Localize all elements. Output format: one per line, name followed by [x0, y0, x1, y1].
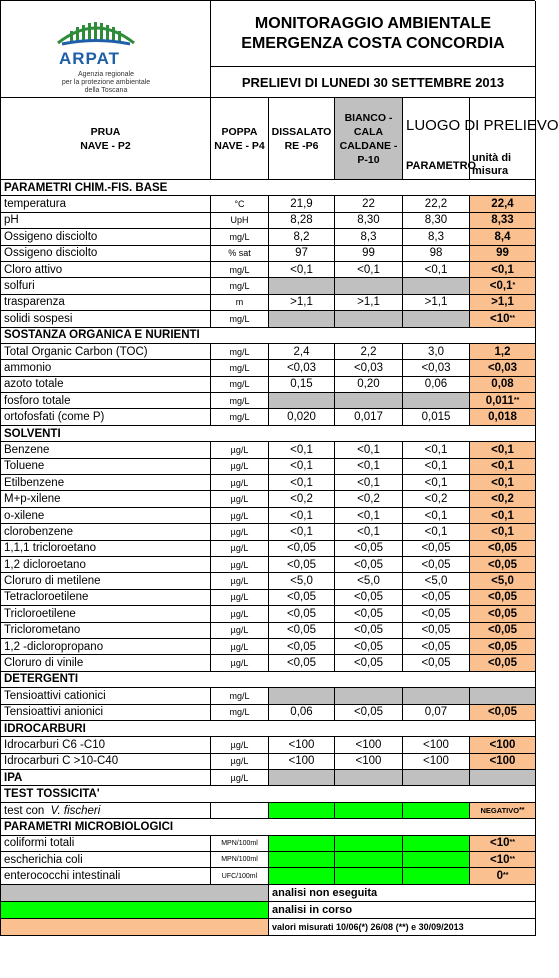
value-cell-p10: <0,1 — [470, 262, 536, 278]
parameter-name: ortofosfati (come P) — [1, 409, 211, 425]
value-cell: 8,30 — [403, 213, 470, 229]
unit-cell: µg/L — [211, 623, 269, 639]
value-cell-p10: 0,018 — [470, 409, 536, 425]
value-cell: <0,2 — [269, 491, 335, 507]
value-cell: <0,05 — [403, 639, 470, 655]
value-cell: <0,1 — [403, 524, 470, 540]
parameter-name: Tricloroetilene — [1, 606, 211, 622]
value-cell: <0,05 — [403, 590, 470, 606]
value-cell: <0,1 — [335, 475, 403, 491]
value-cell — [269, 852, 335, 868]
value-cell-p10: <0,05 — [470, 557, 536, 573]
unit-cell: mg/L — [211, 393, 269, 409]
value-cell: <0,05 — [335, 590, 403, 606]
value-cell: 0,015 — [403, 409, 470, 425]
legend-green-swatch — [1, 902, 269, 919]
section-title: DETERGENTI — [1, 672, 536, 688]
value-cell-p10: <0,03 — [470, 360, 536, 376]
legend-grey-label: analisi non eseguita — [269, 885, 536, 902]
value-cell: <0,1 — [269, 475, 335, 491]
value-cell — [470, 770, 536, 786]
value-cell-p10: <0,05 — [470, 541, 536, 557]
value-cell: <0,1 — [269, 508, 335, 524]
unit-cell: mg/L — [211, 262, 269, 278]
parameter-name: Tetracloroetilene — [1, 590, 211, 606]
value-cell-p10: <0,05 — [470, 655, 536, 671]
unit-cell: UpH — [211, 213, 269, 229]
value-cell-p10: <0,1 — [470, 524, 536, 540]
section-title-ipa: IPA — [1, 770, 211, 786]
unit-cell: °C — [211, 196, 269, 212]
unit-cell: µg/L — [211, 770, 269, 786]
value-cell — [335, 836, 403, 852]
value-cell: <0,1 — [335, 459, 403, 475]
luogo-cell — [403, 98, 559, 152]
value-cell: <0,05 — [269, 541, 335, 557]
unit-cell: µg/L — [211, 573, 269, 589]
logo-block — [1, 1, 211, 98]
unit-header-top — [470, 98, 536, 152]
parameter-name — [1, 803, 211, 819]
legend-grey-swatch — [1, 885, 269, 902]
parameter-name: solidi sospesi — [1, 311, 211, 327]
parameter-name: escherichia coli — [1, 852, 211, 868]
value-cell: 21,9 — [269, 196, 335, 212]
section-title: TEST TOSSICITA' — [1, 786, 536, 802]
value-cell: <0,05 — [335, 541, 403, 557]
value-cell: 0,15 — [269, 377, 335, 393]
parameter-name: Ossigeno disciolto — [1, 229, 211, 245]
value-cell: 2,4 — [269, 344, 335, 360]
value-cell: <100 — [403, 737, 470, 753]
value-cell — [403, 803, 470, 819]
legend-orange-label: valori misurati 10/06(*) 26/08 (**) e 30/09/2013 — [269, 919, 536, 936]
title-block — [211, 1, 536, 67]
value-cell: <0,1 — [269, 459, 335, 475]
parameter-name: trasparenza — [1, 295, 211, 311]
value-cell-p10: 8,4 — [470, 229, 536, 245]
value-cell: <0,1 — [403, 508, 470, 524]
value-cell: <100 — [335, 754, 403, 770]
value-cell: <0,05 — [403, 623, 470, 639]
value-cell: >1,1 — [269, 295, 335, 311]
value-cell: <5,0 — [269, 573, 335, 589]
legend — [0, 885, 535, 936]
unit-cell: µg/L — [211, 524, 269, 540]
value-cell: 0,06 — [403, 377, 470, 393]
value-cell-p10: <0,05 — [470, 590, 536, 606]
value-cell-p10: <10 ** — [470, 836, 536, 852]
value-cell — [403, 688, 470, 704]
parameter-name: Triclorometano — [1, 623, 211, 639]
value-cell-p10: <0,05 — [470, 639, 536, 655]
value-cell: <0,03 — [403, 360, 470, 376]
value-cell-p10: <10 ** — [470, 311, 536, 327]
unit-cell: µg/L — [211, 606, 269, 622]
value-cell: 98 — [403, 246, 470, 262]
value-cell: 8,30 — [335, 213, 403, 229]
value-cell-p10: <0,1 — [470, 475, 536, 491]
unit-cell: mg/L — [211, 688, 269, 704]
value-cell — [269, 688, 335, 704]
parameter-name: Toluene — [1, 459, 211, 475]
value-cell — [403, 278, 470, 294]
parameter-name: 1,2 dicloroetano — [1, 557, 211, 573]
test-species: V. fischeri — [50, 804, 101, 817]
unit-cell: mg/L — [211, 360, 269, 376]
report-header — [0, 0, 535, 98]
luogo-label: LUOGO DI PRELIEVO — [406, 116, 559, 134]
unit-cell: µg/L — [211, 557, 269, 573]
value-cell-p10: <10 ** — [470, 852, 536, 868]
parameter-name: Cloro attivo — [1, 262, 211, 278]
value-cell: <100 — [403, 754, 470, 770]
value-cell — [335, 393, 403, 409]
parameter-name: Tensioattivi anionici — [1, 705, 211, 721]
value-cell: 8,28 — [269, 213, 335, 229]
unit-cell: µg/L — [211, 754, 269, 770]
value-cell: 22,2 — [403, 196, 470, 212]
value-cell: <0,05 — [403, 557, 470, 573]
parameter-name: coliformi totali — [1, 836, 211, 852]
value-cell: >1,1 — [403, 295, 470, 311]
value-cell — [403, 393, 470, 409]
parameter-name: Cloruro di vinile — [1, 655, 211, 671]
value-cell: 8,3 — [403, 229, 470, 245]
value-cell-p10: <0,05 — [470, 623, 536, 639]
value-cell-p10: <0,05 — [470, 606, 536, 622]
value-cell: <0,05 — [403, 606, 470, 622]
value-cell — [335, 868, 403, 884]
value-cell — [269, 311, 335, 327]
value-cell: <0,2 — [403, 491, 470, 507]
value-cell: <5,0 — [403, 573, 470, 589]
value-cell: <0,1 — [403, 459, 470, 475]
col-header-p6: DISSALATO RE -P6 — [269, 98, 335, 180]
data-table — [0, 180, 535, 885]
unit-cell: µg/L — [211, 475, 269, 491]
unit-cell: µg/L — [211, 590, 269, 606]
value-cell — [403, 852, 470, 868]
value-cell: <0,03 — [335, 360, 403, 376]
legend-orange-swatch — [1, 919, 269, 936]
value-cell — [403, 868, 470, 884]
value-cell: <0,03 — [269, 360, 335, 376]
value-cell: <0,05 — [269, 655, 335, 671]
value-cell: 0,20 — [335, 377, 403, 393]
unit-cell: µg/L — [211, 508, 269, 524]
value-cell: <0,05 — [335, 705, 403, 721]
value-cell: <100 — [269, 737, 335, 753]
value-cell: <5,0 — [335, 573, 403, 589]
value-cell-p10: <0,1 * — [470, 278, 536, 294]
value-cell-p10 — [470, 688, 536, 704]
value-cell: 0,020 — [269, 409, 335, 425]
value-cell-p10: 8,33 — [470, 213, 536, 229]
value-cell: 8,3 — [335, 229, 403, 245]
parameter-name: Total Organic Carbon (TOC) — [1, 344, 211, 360]
value-cell: 0,07 — [403, 705, 470, 721]
parameter-name: Benzene — [1, 442, 211, 458]
value-cell — [335, 688, 403, 704]
logo-text: ARPAT — [59, 49, 121, 68]
value-cell-p10: <0,1 — [470, 459, 536, 475]
value-cell: <0,05 — [269, 557, 335, 573]
value-cell-p10: 1,2 — [470, 344, 536, 360]
unit-cell: µg/L — [211, 737, 269, 753]
unit-cell — [211, 803, 269, 819]
col-header-p10: BIANCO - CALA CALDANE - P-10 — [335, 98, 403, 180]
value-cell-p10: <0,05 — [470, 705, 536, 721]
value-cell — [269, 278, 335, 294]
value-cell: <0,1 — [403, 475, 470, 491]
value-cell: <0,05 — [335, 606, 403, 622]
value-cell: <0,1 — [403, 262, 470, 278]
unit-cell: m — [211, 295, 269, 311]
section-title: PARAMETRI CHIM.-FIS. BASE — [1, 180, 536, 196]
value-cell: 97 — [269, 246, 335, 262]
value-cell: <0,1 — [269, 442, 335, 458]
value-cell — [269, 868, 335, 884]
arpat-logo-icon — [56, 13, 136, 47]
value-cell — [269, 803, 335, 819]
value-cell: <100 — [269, 754, 335, 770]
unit-cell: mg/L — [211, 311, 269, 327]
value-cell-p10: <100 — [470, 754, 536, 770]
value-cell-p10: <5,0 — [470, 573, 536, 589]
value-cell: <0,1 — [335, 442, 403, 458]
value-cell: 99 — [335, 246, 403, 262]
value-cell: 2,2 — [335, 344, 403, 360]
col-header-p4: POPPA NAVE - P4 — [211, 98, 269, 180]
value-cell: <0,05 — [403, 655, 470, 671]
parameter-name: ammonio — [1, 360, 211, 376]
logo-sub-3: della Toscana — [84, 87, 128, 94]
value-cell-p10: <100 — [470, 737, 536, 753]
subtitle-block — [211, 67, 536, 98]
value-cell: <0,1 — [335, 508, 403, 524]
parametro-cell — [403, 152, 477, 180]
value-cell: <0,1 — [269, 524, 335, 540]
value-cell: >1,1 — [335, 295, 403, 311]
value-cell: 8,2 — [269, 229, 335, 245]
unit-cell: MPN/100ml — [211, 852, 269, 868]
column-header — [0, 98, 559, 180]
value-cell-p10: <0,1 — [470, 442, 536, 458]
value-cell-p10: 0,08 — [470, 377, 536, 393]
parameter-name: fosforo totale — [1, 393, 211, 409]
unit-cell: µg/L — [211, 442, 269, 458]
value-cell — [335, 770, 403, 786]
parameter-name: 1,1,1 tricloroetano — [1, 541, 211, 557]
value-cell: <0,1 — [269, 262, 335, 278]
value-cell: <0,05 — [335, 623, 403, 639]
value-cell — [269, 836, 335, 852]
value-cell-p10: 0,011 ** — [470, 393, 536, 409]
value-cell-p10: >1,1 — [470, 295, 536, 311]
value-cell-p10: <0,2 — [470, 491, 536, 507]
value-cell — [335, 311, 403, 327]
value-cell: <0,05 — [269, 639, 335, 655]
value-cell — [403, 311, 470, 327]
unit-cell: UFC/100ml — [211, 868, 269, 884]
value-cell: 0,06 — [269, 705, 335, 721]
value-cell — [269, 393, 335, 409]
parameter-name: Tensioattivi cationici — [1, 688, 211, 704]
value-cell: <0,05 — [403, 541, 470, 557]
parameter-name: pH — [1, 213, 211, 229]
parameter-name: enterococchi intestinali — [1, 868, 211, 884]
value-cell: 0,017 — [335, 409, 403, 425]
unit-cell: µg/L — [211, 491, 269, 507]
title-line-2: EMERGENZA COSTA CONCORDIA — [241, 34, 505, 52]
value-cell: <0,05 — [335, 655, 403, 671]
value-cell — [403, 836, 470, 852]
value-cell-p10: NEGATIVO ** — [470, 803, 536, 819]
value-cell-p10: 0 ** — [470, 868, 536, 884]
value-cell — [335, 803, 403, 819]
parameter-name: Cloruro di metilene — [1, 573, 211, 589]
value-cell: <0,1 — [335, 262, 403, 278]
value-cell: <0,1 — [335, 524, 403, 540]
value-cell: <0,05 — [335, 639, 403, 655]
parameter-name: solfuri — [1, 278, 211, 294]
unit-header: unità di misura — [470, 152, 536, 180]
value-cell — [269, 770, 335, 786]
parameter-name: clorobenzene — [1, 524, 211, 540]
unit-cell: µg/L — [211, 639, 269, 655]
title-line-1: MONITORAGGIO AMBIENTALE — [254, 14, 492, 32]
value-cell: <100 — [335, 737, 403, 753]
value-cell: <0,05 — [335, 557, 403, 573]
value-cell: 22 — [335, 196, 403, 212]
value-cell: <0,05 — [269, 606, 335, 622]
unit-cell: µg/L — [211, 655, 269, 671]
value-cell: 3,0 — [403, 344, 470, 360]
value-cell-p10: 99 — [470, 246, 536, 262]
unit-cell: mg/L — [211, 229, 269, 245]
parameter-name: Ossigeno disciolto — [1, 246, 211, 262]
parametro-label: PARAMETRO — [406, 159, 477, 172]
parameter-name: o-xilene — [1, 508, 211, 524]
parameter-name: M+p-xilene — [1, 491, 211, 507]
parameter-name: Idrocarburi C >10-C40 — [1, 754, 211, 770]
test-prefix: test con — [4, 804, 51, 817]
unit-cell: mg/L — [211, 377, 269, 393]
value-cell: <0,1 — [403, 442, 470, 458]
parameter-name: Etilbenzene — [1, 475, 211, 491]
unit-cell: MPN/100ml — [211, 836, 269, 852]
value-cell: <0,05 — [269, 590, 335, 606]
value-cell — [403, 770, 470, 786]
col-header-p2: PRUA NAVE - P2 — [1, 98, 211, 180]
parameter-name: azoto totale — [1, 377, 211, 393]
parameter-name: 1,2 -dicloropropano — [1, 639, 211, 655]
unit-cell: % sat — [211, 246, 269, 262]
value-cell — [335, 278, 403, 294]
unit-cell: µg/L — [211, 459, 269, 475]
legend-green-label: analisi in corso — [269, 902, 536, 919]
value-cell-p10: 22,4 — [470, 196, 536, 212]
value-cell — [335, 852, 403, 868]
value-cell: <0,05 — [269, 623, 335, 639]
logo-sub-1: Agenzia regionale — [77, 71, 135, 78]
value-cell-p10: <0,1 — [470, 508, 536, 524]
parameter-name: temperatura — [1, 196, 211, 212]
logo-sub-2: per la protezione ambientale — [61, 79, 151, 86]
value-cell: <0,2 — [335, 491, 403, 507]
unit-cell: µg/L — [211, 541, 269, 557]
section-title: IDROCARBURI — [1, 721, 536, 737]
unit-cell: mg/L — [211, 344, 269, 360]
unit-cell: mg/L — [211, 705, 269, 721]
unit-cell: mg/L — [211, 278, 269, 294]
unit-cell: mg/L — [211, 409, 269, 425]
parameter-name: Idrocarburi C6 -C10 — [1, 737, 211, 753]
section-title: PARAMETRI MICROBIOLOGICI — [1, 819, 536, 835]
section-title: SOSTANZA ORGANICA E NURIENTI — [1, 328, 536, 344]
subtitle: PRELIEVI DI LUNEDI 30 SETTEMBRE 2013 — [241, 74, 505, 90]
section-title: SOLVENTI — [1, 426, 536, 442]
